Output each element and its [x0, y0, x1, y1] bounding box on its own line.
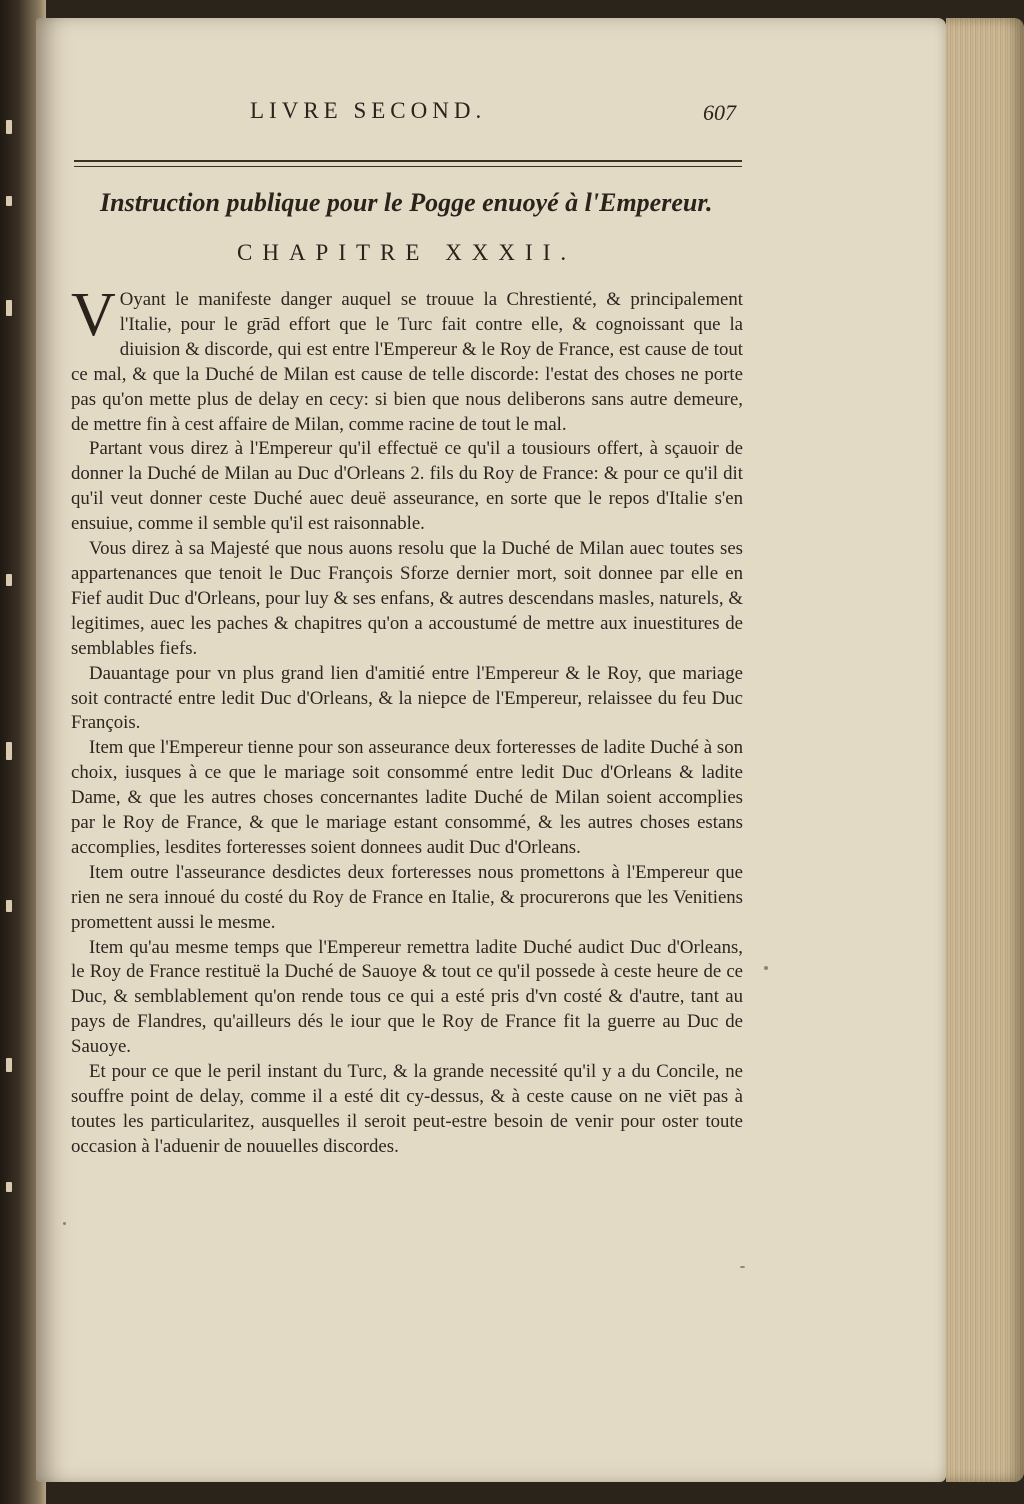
- spine-mark: [6, 1058, 12, 1072]
- header-rule: [74, 160, 742, 162]
- ink-speck: [764, 966, 768, 970]
- paragraph: [71, 281, 743, 437]
- page-number: 607: [703, 100, 736, 125]
- paragraph: Partant vous direz à l'Empereur qu'il effectuë ce qu'il a tousiours offert, à sçauoir de donner la Duché de Milan au Duc d'Orleans 2. fils du Roy de France: & pour ce qu'il dit qu'il veut donner ceste Duché auec deuë asseurance, en sorte que le repos d'Italie s'en ensuiue, comme il semble qu'il est raisonnable.: [71, 438, 743, 535]
- paragraph: Vous direz à sa Majesté que nous auons resolu que la Duché de Milan auec toutes ses appartenances que tenoit le Duc François Sforze dernier mort, soit donnee par elle en Fief audit Duc d'Orleans, pour luy & ses enfans, & autres descendans masles, naturels, & legitimes, auec les paches & chapitres qu'on a accoustumé de mettre aux inuestitures de semblables fiefs.: [71, 538, 743, 659]
- drop-cap: V: [71, 281, 116, 349]
- spine-mark: [6, 1182, 12, 1192]
- paragraph: Et pour ce que le peril instant du Turc, & la grande necessité qu'il y a du Concile, ne souffre point de delay, comme il a esté dit cy-dessus, & à ceste cause on ne viēt pas à toutes les particularitez, ausquelles il seroit peut-estre besoin de venir pour oster toute occasion à l'aduenir de nouuelles discordes.: [71, 1061, 743, 1157]
- paragraph: Item outre l'asseurance desdictes deux forteresses nous promettons à l'Empereur que rien ne sera innoué du costé du Roy de France en Italie, & procurerons que les Venitiens promettent aussi le mesme.: [71, 861, 743, 933]
- paragraph: Item qu'au mesme temps que l'Empereur remettra ladite Duché audict Duc d'Orleans, le Roy de France restituë la Duché de Sauoye & tout ce qu'il possede à ceste heure de ce Duc, & semblablement qu'on rende tous ce qui a esté pris d'vn costé & d'autre, tant au pays de Flandres, qu'ailleurs dés le iour que le Roy de France fit la guerre au Duc de Sauoye.: [71, 936, 743, 1058]
- paragraph-text: Oyant le manifeste danger auquel se trouue la Chrestienté, & principalement l'Italie, pour le grād effort que le Turc fait contre elle, & cognoissant que la diuision & discorde, qui est entre l'Empereur & le Roy de France, est cause de tout ce mal, & que la Duché de Milan est cause de telle discorde: l'estat des choses ne porte pas qu'on mette plus de delay en cecy: si bien que nous deliberons sans autre demeure, de mettre fin à cest affaire de Milan, comme racine de tout le mal.: [71, 289, 743, 435]
- spine-mark: [6, 196, 12, 206]
- spine-mark: [6, 742, 12, 760]
- page-edges: [946, 18, 1024, 1482]
- section-title: Instruction publique pour le Pogge enuoyé à l'Empereur.: [100, 188, 713, 217]
- spine-mark: [6, 574, 12, 586]
- chapter-heading: CHAPITRE XXXII.: [237, 240, 577, 265]
- spine-mark: [6, 300, 12, 316]
- header-rule-thin: [74, 166, 742, 167]
- ink-speck: [63, 1222, 66, 1225]
- spine-mark: [6, 120, 12, 134]
- paragraph: Item que l'Empereur tienne pour son asseurance deux forteresses de ladite Duché à son choix, iusques à ce que le mariage soit consommé entre ledit Duc d'Orleans & ladite Dame, & que les autres choses concernantes ladite Duché de Milan soient accomplies par le Roy de France, & que le mariage estant consommé, & les autres choses estans accomplies, lesdites forteresses soient donnees audit Duc d'Orleans.: [71, 737, 743, 858]
- spine-mark: [6, 900, 12, 912]
- body-text: [71, 281, 743, 1160]
- paragraph: Dauantage pour vn plus grand lien d'amitié entre l'Empereur & le Roy, que mariage soit contracté entre ledit Duc d'Orleans, & la niepce de l'Empereur, relaissee du feu Duc François.: [71, 662, 743, 734]
- running-title: LIVRE SECOND.: [250, 98, 487, 123]
- ink-speck: [740, 1266, 745, 1268]
